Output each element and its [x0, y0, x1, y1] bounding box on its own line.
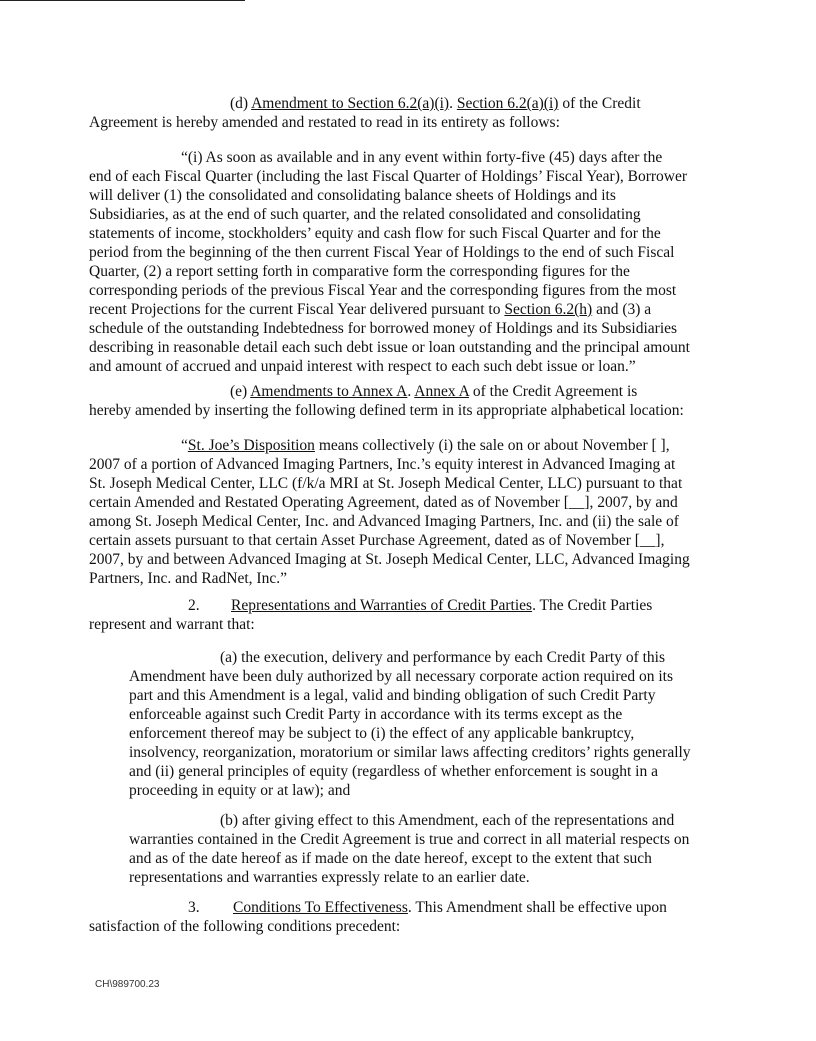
- quote-def-tail: means collectively (i) the sale on or about November [ ],: [314, 437, 670, 454]
- quote-i-line-1: “(i) As soon as available and in any event within forty-five (45) days after the: [181, 149, 663, 166]
- defined-term: St. Joe’s Disposition: [187, 437, 315, 454]
- quote-i-line-6: period from the beginning of the then current Fiscal Year of Holdings to the end of such Fiscal: [89, 244, 675, 261]
- quote-i-line-3: will deliver (1) the consolidated and consolidating balance sheets of Holdings and its: [89, 187, 616, 204]
- sec2b-line-2: warranties contained in the Credit Agreement is true and correct in all material respects on: [129, 831, 690, 848]
- para-d-line-1: [230, 94, 641, 113]
- para-d-tail: of the Credit: [558, 95, 641, 112]
- quote-def-line-1: [181, 436, 670, 455]
- quote-def-line-2: 2007 of a portion of Advanced Imaging Partners, Inc.’s equity interest in Advanced Imaging at: [89, 456, 676, 473]
- sec2a-line-7: and (ii) general principles of equity (regardless of whether enforcement is sought in a: [129, 763, 658, 780]
- sec2-tail: . The Credit Parties: [532, 597, 653, 614]
- para-e-heading: Amendments to Annex A: [250, 383, 408, 400]
- sec2b-line-1: (b) after giving effect to this Amendment, each of the representations and: [220, 812, 675, 829]
- quote-i-line-10: schedule of the outstanding Indebtedness for borrowed money of Holdings and its Subsidiaries: [89, 320, 678, 337]
- quote-i-line-9: [89, 300, 651, 319]
- quote-def-line-4: certain Amended and Restated Operating Agreement, dated as of November [__], 2007, by and: [89, 494, 678, 511]
- sec3-number: 3.: [188, 899, 200, 916]
- quote-i-line-8: corresponding periods of the previous Fiscal Year and the corresponding figures from the most: [89, 282, 677, 299]
- quote-i-section-ref: Section 6.2(h): [504, 301, 593, 318]
- sec3-tail: . This Amendment shall be effective upon: [407, 899, 667, 916]
- sec3-heading: Conditions To Effectiveness: [233, 899, 408, 916]
- para-d-heading: Amendment to Section 6.2(a)(i): [251, 95, 450, 112]
- quote-def-line-6: certain assets pursuant to that certain Asset Purchase Agreement, dated as of November [__],: [89, 532, 665, 549]
- para-e-line-2: hereby amended by inserting the following defined term in its appropriate alphabetical location:: [89, 402, 684, 419]
- sec2-line-2: represent and warrant that:: [89, 616, 255, 633]
- para-e-lead: (e): [230, 383, 251, 400]
- sec2-heading: Representations and Warranties of Credit Parties: [231, 597, 533, 614]
- quote-i-line-7: Quarter, (2) a report setting forth in comparative form the corresponding figures for the: [89, 263, 630, 280]
- para-d-line-2: Agreement is hereby amended and restated to read in its entirety as follows:: [89, 114, 560, 131]
- sec2a-line-4: enforceable against such Credit Party in accordance with its terms except as the: [129, 706, 623, 723]
- quote-i-line-9-pre: recent Projections for the current Fiscal Year delivered pursuant to: [89, 301, 505, 318]
- quote-i-line-2: end of each Fiscal Quarter (including the last Fiscal Quarter of Holdings’ Fiscal Year), Borrower: [89, 168, 688, 185]
- header-rule: [0, 0, 245, 1]
- para-d-lead: (d): [230, 95, 252, 112]
- quote-def-line-3: St. Joseph Medical Center, LLC (f/k/a MRI at St. Joseph Medical Center, LLC) pursuant to that: [89, 475, 683, 492]
- sec3-line-1: [233, 898, 667, 917]
- sec2a-line-6: insolvency, reorganization, moratorium or similar laws affecting creditors’ rights generally: [129, 744, 691, 761]
- quote-def-line-7: 2007, by and between Advanced Imaging at St. Joseph Medical Center, LLC, Advanced Imaging: [89, 551, 690, 568]
- quote-i-line-12: and amount of accrued and unpaid interest with respect to each such debt issue or loan.”: [89, 358, 636, 375]
- quote-def-open: “: [181, 437, 188, 454]
- sec2b-line-3: and as of the date hereof as if made on the date hereof, except to the extent that such: [129, 850, 652, 867]
- para-e-sep: .: [407, 383, 415, 400]
- document-id: CH\989700.23: [95, 979, 160, 990]
- sec2a-line-2: Amendment have been duly authorized by all necessary corporate action required on its: [129, 668, 674, 685]
- sec2-line-1: [231, 596, 652, 615]
- quote-i-line-5: statements of income, stockholders’ equity and cash flow for such Fiscal Quarter and for the: [89, 225, 661, 242]
- sec3-line-2: satisfaction of the following conditions precedent:: [89, 918, 401, 935]
- sec2b-line-4: representations and warranties expressly relate to an earlier date.: [129, 869, 530, 886]
- sec2a-line-1: (a) the execution, delivery and performance by each Credit Party of this: [220, 649, 666, 666]
- para-e-tail: of the Credit Agreement is: [468, 383, 638, 400]
- sec2-number: 2.: [188, 597, 200, 614]
- para-d-section-ref: Section 6.2(a)(i): [456, 95, 559, 112]
- quote-i-line-9-post: and (3) a: [592, 301, 652, 318]
- para-e-annex-ref: Annex A: [414, 383, 469, 400]
- quote-i-line-4: Subsidiaries, as at the end of such quarter, and the related consolidated and consolidating: [89, 206, 641, 223]
- sec2a-line-3: part and this Amendment is a legal, valid and binding obligation of such Credit Party: [129, 687, 656, 704]
- quote-def-line-8: Partners, Inc. and RadNet, Inc.”: [89, 570, 287, 587]
- para-d-sep: .: [449, 95, 457, 112]
- para-e-line-1: [230, 382, 637, 401]
- sec2a-line-8: proceeding in equity or at law); and: [129, 782, 351, 799]
- quote-i-line-11: describing in reasonable detail each such debt issue or loan outstanding and the principal amount: [89, 339, 690, 356]
- quote-def-line-5: among St. Joseph Medical Center, Inc. and Advanced Imaging Partners, Inc. and (ii) the sale of: [89, 513, 679, 530]
- sec2a-line-5: enforcement thereof may be subject to (i) the effect of any applicable bankruptcy,: [129, 725, 635, 742]
